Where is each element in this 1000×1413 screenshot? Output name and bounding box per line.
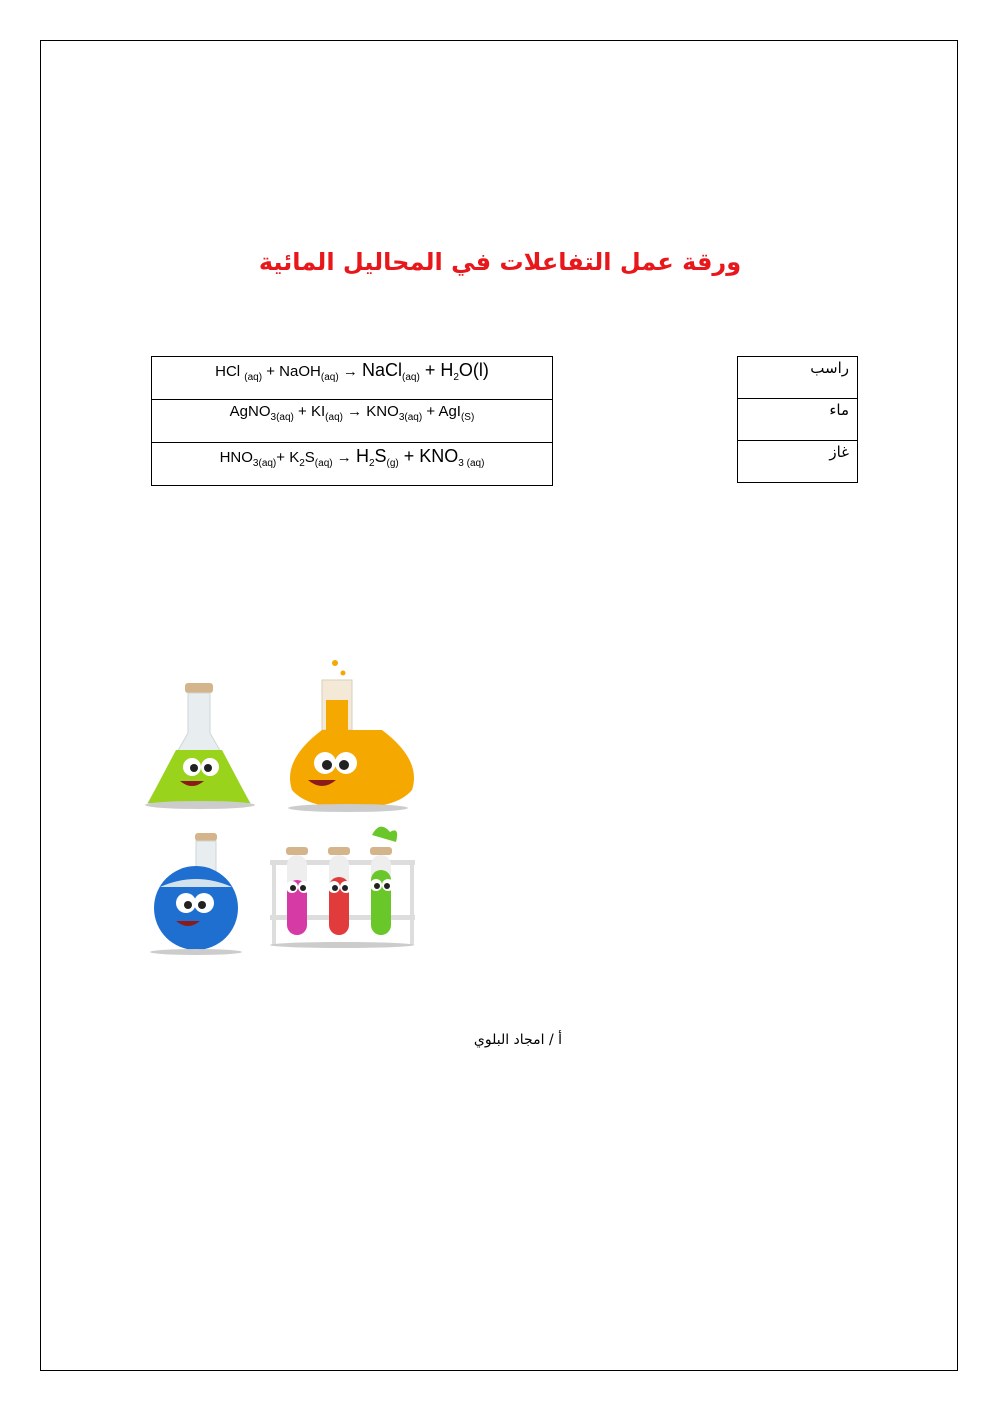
- equation-term: H: [355, 446, 369, 466]
- equation-term: + NaOH: [262, 363, 321, 380]
- type-cell-precipitate[interactable]: راسب: [738, 357, 858, 399]
- equation-term: AgNO: [229, 403, 271, 420]
- equation-subscript: (aq): [402, 372, 420, 383]
- equation-term: + K: [276, 449, 300, 466]
- equation-cell[interactable]: [152, 357, 553, 400]
- equation-term: + AgI: [422, 403, 461, 420]
- equations-table: [151, 356, 553, 486]
- equation-term: → KNO: [342, 403, 399, 420]
- equation-term: →: [338, 363, 362, 380]
- equation-subscript: (aq): [320, 372, 339, 383]
- equation-subscript: (aq): [314, 458, 333, 469]
- equation-subscript: 3(aq): [398, 412, 423, 423]
- equation-term: + H: [419, 360, 454, 380]
- reaction-type-table: [737, 356, 858, 483]
- equation-term: HCl: [215, 363, 245, 380]
- equation-term: →: [332, 449, 356, 466]
- blue-flask-icon: [150, 833, 242, 955]
- equation-term: NaCl: [362, 360, 403, 380]
- equation-term: S: [304, 449, 315, 466]
- equation-cell[interactable]: [152, 443, 553, 486]
- equation-term: O(l): [458, 360, 489, 380]
- equation-term: + KNO: [398, 446, 459, 466]
- equation-subscript: 2: [453, 372, 459, 383]
- equation-subscript: 3(aq): [252, 458, 277, 469]
- type-cell-water[interactable]: ماء: [738, 399, 858, 441]
- equation-term: HNO: [219, 449, 253, 466]
- equation-subscript: (aq): [325, 412, 343, 423]
- worksheet-title: ورقة عمل التفاعلات في المحاليل المائية: [258, 248, 742, 276]
- equation-subscript: 2: [299, 458, 305, 469]
- equation-subscript: 2: [368, 458, 375, 469]
- equation-term: S: [374, 446, 387, 466]
- type-cell-gas[interactable]: غاز: [738, 441, 858, 483]
- equation-subscript: (S): [460, 412, 475, 423]
- lab-illustration: [140, 655, 420, 955]
- equation-subscript: (aq): [244, 372, 263, 383]
- equation-subscript: 3 (aq): [458, 458, 485, 469]
- test-tubes-icon: [270, 827, 415, 948]
- equation-subscript: (g): [386, 458, 399, 469]
- equation-term: + KI: [293, 403, 326, 420]
- author-name: أ / امجاد البلوي: [473, 1032, 562, 1048]
- equation-cell[interactable]: [152, 400, 553, 443]
- orange-flask-icon: [288, 660, 414, 812]
- equation-subscript: 3(aq): [270, 412, 294, 423]
- green-flask-icon: [145, 683, 255, 809]
